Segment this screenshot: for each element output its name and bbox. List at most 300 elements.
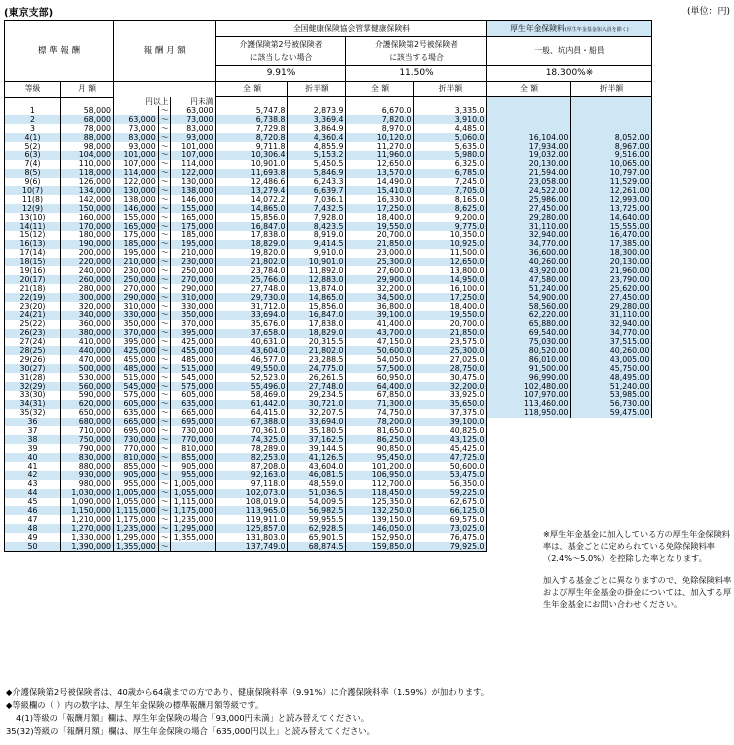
cell-miman: 1,235,000 [171, 515, 216, 524]
cell-toukyu: 44 [5, 489, 61, 498]
cell-ijou: 175,000 [114, 231, 159, 240]
cell-zengaku-kaigo: 50,600.0 [346, 346, 414, 355]
cell-zengaku-kaigo: 132,250.0 [346, 506, 414, 515]
cell-ijou: 155,000 [114, 213, 159, 222]
cell-seppan-kousei: 18,300.00 [571, 249, 652, 258]
cell-zengaku-kaigo: 32,200.0 [346, 284, 414, 293]
header-zengaku-2: 全 額 [346, 82, 414, 97]
cell-zengaku-not-kaigo: 102,073.0 [216, 489, 288, 498]
cell-miman: 1,295,000 [171, 524, 216, 533]
cell-miman: 605,000 [171, 391, 216, 400]
cell-seppan-kousei: 27,450.00 [571, 293, 652, 302]
cell-zengaku-kaigo: 67,850.0 [346, 391, 414, 400]
cell-tilde: ～ [158, 400, 171, 409]
cell-zengaku-kousei: 32,940.00 [487, 231, 571, 240]
cell-seppan-not-kaigo: 54,009.5 [288, 498, 346, 507]
cell-zengaku-kaigo: 41,400.0 [346, 320, 414, 329]
cell-tilde: ～ [158, 284, 171, 293]
cell-getsugaku: 98,000 [61, 142, 114, 151]
cell-seppan-kousei: 14,640.00 [571, 213, 652, 222]
cell-seppan-kaigo: 43,125.0 [414, 435, 487, 444]
cell-getsugaku: 750,000 [61, 435, 114, 444]
cell-seppan-not-kaigo: 41,126.5 [288, 453, 346, 462]
cell-zengaku-kousei: 113,460.00 [487, 400, 571, 409]
cell-ijou: 425,000 [114, 346, 159, 355]
cell-seppan-kaigo: 3,335.0 [414, 106, 487, 115]
cell-toukyu: 1 [5, 106, 61, 115]
cell-zengaku-kaigo: 71,300.0 [346, 400, 414, 409]
table-row [5, 311, 652, 320]
cell-seppan-not-kaigo: 5,450.5 [288, 160, 346, 169]
cell-zengaku-kousei: 107,970.00 [487, 391, 571, 400]
cell-seppan-not-kaigo: 33,694.0 [288, 418, 346, 427]
cell-zengaku-kousei: 75,030.00 [487, 338, 571, 347]
cell-seppan-not-kaigo: 8,423.5 [288, 222, 346, 231]
cell-zengaku-kaigo: 112,700.0 [346, 480, 414, 489]
cell-zengaku-kaigo: 17,250.0 [346, 204, 414, 213]
cell-miman: 395,000 [171, 329, 216, 338]
cell-seppan-kaigo: 76,475.0 [414, 533, 487, 542]
cell-getsugaku: 126,000 [61, 178, 114, 187]
table-row [5, 213, 652, 222]
cell-tilde: ～ [158, 106, 171, 115]
cell-ijou: 370,000 [114, 329, 159, 338]
cell-zengaku-not-kaigo: 82,253.0 [216, 453, 288, 462]
cell-tilde: ～ [158, 338, 171, 347]
cell-seppan-kaigo: 12,650.0 [414, 258, 487, 267]
table-row [5, 409, 652, 418]
cell-zengaku-not-kaigo: 70,361.0 [216, 426, 288, 435]
cell-seppan-kousei: 34,770.00 [571, 329, 652, 338]
cell-seppan-not-kaigo: 4,360.4 [288, 133, 346, 142]
cell-zengaku-not-kaigo: 27,748.0 [216, 284, 288, 293]
cell-toukyu: 45 [5, 498, 61, 507]
cell-miman: 101,000 [171, 142, 216, 151]
cell-zengaku-kaigo: 159,850.0 [346, 542, 414, 551]
cell-getsugaku: 500,000 [61, 364, 114, 373]
table-row [5, 293, 652, 302]
cell-tilde: ～ [158, 302, 171, 311]
cell-seppan-not-kaigo: 5,846.9 [288, 169, 346, 178]
cell-ijou: 210,000 [114, 258, 159, 267]
cell-ijou: 73,000 [114, 124, 159, 133]
cell-toukyu: 8(5) [5, 169, 61, 178]
cell-seppan-kaigo: 14,950.0 [414, 275, 487, 284]
cell-seppan-kaigo: 23,575.0 [414, 338, 487, 347]
cell-getsugaku: 790,000 [61, 444, 114, 453]
cell-tilde: ～ [158, 506, 171, 515]
cell-zengaku-not-kaigo: 46,577.0 [216, 355, 288, 364]
cell-miman: 905,000 [171, 462, 216, 471]
cell-ijou: 270,000 [114, 284, 159, 293]
cell-seppan-not-kaigo: 3,369.4 [288, 115, 346, 124]
cell-ijou: 195,000 [114, 249, 159, 258]
cell-seppan-kaigo: 39,100.0 [414, 418, 487, 427]
table-row [5, 266, 652, 275]
cell-seppan-kaigo: 66,125.0 [414, 506, 487, 515]
cell-zengaku-kaigo: 39,100.0 [346, 311, 414, 320]
cell-miman: 146,000 [171, 195, 216, 204]
cell-ijou: 1,115,000 [114, 506, 159, 515]
cell-toukyu: 5(2) [5, 142, 61, 151]
table-row [5, 160, 652, 169]
cell-seppan-kousei: 48,495.00 [571, 373, 652, 382]
cell-zengaku-kaigo: 11,960.0 [346, 151, 414, 160]
cell-zengaku-kousei: 23,058.00 [487, 178, 571, 187]
cell-ijou: 101,000 [114, 151, 159, 160]
cell-toukyu: 38 [5, 435, 61, 444]
cell-tilde: ～ [158, 204, 171, 213]
cell-zengaku-kaigo: 43,700.0 [346, 329, 414, 338]
cell-toukyu: 6(3) [5, 151, 61, 160]
cell-seppan-kousei: 31,110.00 [571, 311, 652, 320]
cell-tilde: ～ [158, 480, 171, 489]
header-kousei-small: (厚生年金基金加入員を除く) [564, 26, 629, 33]
cell-getsugaku: 530,000 [61, 373, 114, 382]
cell-miman: 290,000 [171, 284, 216, 293]
cell-zengaku-kousei: 27,450.00 [487, 204, 571, 213]
cell-zengaku-kousei: 86,010.00 [487, 355, 571, 364]
cell-seppan-kousei: 45,750.00 [571, 364, 652, 373]
cell-seppan-not-kaigo: 7,432.5 [288, 204, 346, 213]
cell-zengaku-kaigo: 16,330.0 [346, 195, 414, 204]
table-row [5, 302, 652, 311]
cell-seppan-kaigo: 18,400.0 [414, 302, 487, 311]
table-row [5, 222, 652, 231]
cell-seppan-kousei [571, 115, 652, 124]
cell-zengaku-kaigo: 57,500.0 [346, 364, 414, 373]
table-row [5, 249, 652, 258]
table-row [5, 320, 652, 329]
cell-zengaku-not-kaigo: 52,523.0 [216, 373, 288, 382]
cell-getsugaku: 320,000 [61, 302, 114, 311]
cell-zengaku-not-kaigo: 25,766.0 [216, 275, 288, 284]
cell-zengaku-not-kaigo: 29,730.0 [216, 293, 288, 302]
cell-zengaku-kousei: 69,540.00 [487, 329, 571, 338]
cell-tilde: ～ [158, 195, 171, 204]
cell-zengaku-kaigo: 14,490.0 [346, 178, 414, 187]
cell-zengaku-not-kaigo: 11,693.8 [216, 169, 288, 178]
cell-seppan-not-kaigo: 23,288.5 [288, 355, 346, 364]
cell-toukyu: 15(12) [5, 231, 61, 240]
cell-ijou: 330,000 [114, 311, 159, 320]
cell-seppan-kaigo: 5,060.0 [414, 133, 487, 142]
cell-zengaku-not-kaigo: 131,803.0 [216, 533, 288, 542]
cell-ijou: 1,055,000 [114, 498, 159, 507]
cell-seppan-kousei: 13,725.00 [571, 204, 652, 213]
cell-toukyu: 14(11) [5, 222, 61, 231]
cell-miman: 185,000 [171, 231, 216, 240]
cell-miman: 1,005,000 [171, 480, 216, 489]
cell-seppan-not-kaigo: 9,414.5 [288, 240, 346, 249]
cell-toukyu: 3 [5, 124, 61, 133]
cell-getsugaku: 830,000 [61, 453, 114, 462]
cell-ijou: 665,000 [114, 418, 159, 427]
cell-zengaku-kaigo: 18,400.0 [346, 213, 414, 222]
cell-ijou: 605,000 [114, 400, 159, 409]
cell-getsugaku: 930,000 [61, 471, 114, 480]
cell-ijou: 107,000 [114, 160, 159, 169]
cell-getsugaku: 560,000 [61, 382, 114, 391]
table-row [5, 418, 652, 427]
cell-zengaku-not-kaigo: 37,658.0 [216, 329, 288, 338]
cell-zengaku-kousei: 62,220.00 [487, 311, 571, 320]
header-zengaku-3: 全 額 [487, 82, 571, 97]
cell-toukyu: 7(4) [5, 160, 61, 169]
cell-tilde: ～ [158, 462, 171, 471]
cell-tilde: ～ [158, 266, 171, 275]
cell-zengaku-kaigo: 8,970.0 [346, 124, 414, 133]
cell-miman: 195,000 [171, 240, 216, 249]
cell-miman: 155,000 [171, 204, 216, 213]
cell-getsugaku: 240,000 [61, 266, 114, 275]
table-row [5, 240, 652, 249]
cell-zengaku-kousei: 36,600.00 [487, 249, 571, 258]
cell-tilde: ～ [158, 249, 171, 258]
cell-seppan-kaigo: 7,705.0 [414, 186, 487, 195]
cell-getsugaku: 410,000 [61, 338, 114, 347]
table-row [5, 231, 652, 240]
table-row [5, 195, 652, 204]
header-houshu: 報 酬 月 額 [114, 21, 216, 82]
cell-seppan-kaigo: 47,725.0 [414, 453, 487, 462]
cell-miman: 330,000 [171, 302, 216, 311]
cell-seppan-not-kaigo: 37,162.5 [288, 435, 346, 444]
cell-getsugaku: 620,000 [61, 400, 114, 409]
cell-tilde: ～ [158, 169, 171, 178]
header-not-kaigo: 介護保険第2号被保険者 に該当しない場合 [216, 37, 346, 66]
cell-getsugaku: 58,000 [61, 106, 114, 115]
cell-zengaku-kaigo: 74,750.0 [346, 409, 414, 418]
cell-ijou: 515,000 [114, 373, 159, 382]
cell-miman: 230,000 [171, 258, 216, 267]
cell-zengaku-kousei: 47,580.00 [487, 275, 571, 284]
table-row [5, 400, 652, 409]
table-row [5, 275, 652, 284]
subheader-blank-2 [61, 97, 114, 106]
cell-getsugaku: 180,000 [61, 231, 114, 240]
cell-getsugaku: 280,000 [61, 284, 114, 293]
cell-zengaku-kousei: 58,560.00 [487, 302, 571, 311]
table-body [5, 106, 652, 551]
cell-toukyu: 16(13) [5, 240, 61, 249]
cell-zengaku-kousei: 65,880.00 [487, 320, 571, 329]
cell-zengaku-kousei: 31,110.00 [487, 222, 571, 231]
cell-zengaku-kaigo: 23,000.0 [346, 249, 414, 258]
subheader-e2 [288, 97, 346, 106]
header-getsugaku: 月 額 [61, 82, 114, 98]
cell-toukyu: 42 [5, 471, 61, 480]
cell-getsugaku: 300,000 [61, 293, 114, 302]
cell-zengaku-not-kaigo: 55,496.0 [216, 382, 288, 391]
cell-getsugaku: 1,150,000 [61, 506, 114, 515]
table-row [5, 346, 652, 355]
cell-seppan-kousei: 10,065.00 [571, 160, 652, 169]
cell-zengaku-kaigo: 125,350.0 [346, 498, 414, 507]
cell-seppan-kaigo: 7,245.0 [414, 178, 487, 187]
footer-line-1: ◆介護保険第2号被保険者は、40歳から64歳までの方であり、健康保険料率（9.91%）に介護保険料率（1.59%）が加わります。 [6, 687, 490, 697]
cell-zengaku-kousei: 51,240.00 [487, 284, 571, 293]
cell-toukyu: 50 [5, 542, 61, 551]
table-row [5, 186, 652, 195]
cell-tilde: ～ [158, 311, 171, 320]
cell-seppan-kaigo: 21,850.0 [414, 329, 487, 338]
cell-zengaku-kousei: 54,900.00 [487, 293, 571, 302]
cell-miman: 165,000 [171, 213, 216, 222]
cell-zengaku-not-kaigo: 67,388.0 [216, 418, 288, 427]
cell-seppan-kousei: 8,967.00 [571, 142, 652, 151]
cell-zengaku-kaigo: 34,500.0 [346, 293, 414, 302]
cell-toukyu: 13(10) [5, 213, 61, 222]
cell-seppan-kaigo: 20,700.0 [414, 320, 487, 329]
cell-ijou: 63,000 [114, 115, 159, 124]
header-kousei-label: 厚生年金保険料 [510, 23, 565, 33]
cell-ijou: 122,000 [114, 178, 159, 187]
cell-seppan-kaigo: 30,475.0 [414, 373, 487, 382]
cell-zengaku-kaigo: 10,120.0 [346, 133, 414, 142]
cell-tilde: ～ [158, 213, 171, 222]
cell-zengaku-kaigo: 27,600.0 [346, 266, 414, 275]
cell-seppan-kaigo: 33,925.0 [414, 391, 487, 400]
table-row [5, 258, 652, 267]
cell-seppan-not-kaigo: 65,901.5 [288, 533, 346, 542]
cell-getsugaku: 88,000 [61, 133, 114, 142]
cell-toukyu: 43 [5, 480, 61, 489]
cell-zengaku-not-kaigo: 31,712.0 [216, 302, 288, 311]
cell-zengaku-not-kaigo: 108,019.0 [216, 498, 288, 507]
cell-seppan-not-kaigo: 68,874.5 [288, 542, 346, 551]
cell-seppan-kaigo: 5,980.0 [414, 151, 487, 160]
cell-toukyu: 36 [5, 418, 61, 427]
cell-zengaku-not-kaigo: 10,901.0 [216, 160, 288, 169]
cell-ijou: 575,000 [114, 391, 159, 400]
cell-miman: 93,000 [171, 133, 216, 142]
cell-zengaku-not-kaigo: 14,072.2 [216, 195, 288, 204]
cell-toukyu: 23(20) [5, 302, 61, 311]
cell-ijou: 185,000 [114, 240, 159, 249]
cell-getsugaku: 440,000 [61, 346, 114, 355]
cell-zengaku-not-kaigo: 21,802.0 [216, 258, 288, 267]
cell-zengaku-not-kaigo: 6,738.8 [216, 115, 288, 124]
footer-line-4: 35(32)等級の「報酬月額」欄は、厚生年金保険の場合「635,000円以上」と読み替えてください。 [6, 726, 375, 736]
cell-zengaku-kaigo: 146,050.0 [346, 524, 414, 533]
cell-ijou: 350,000 [114, 320, 159, 329]
cell-seppan-kaigo: 25,300.0 [414, 346, 487, 355]
cell-zengaku-kaigo: 139,150.0 [346, 515, 414, 524]
cell-tilde: ～ [158, 435, 171, 444]
cell-zengaku-not-kaigo: 17,838.0 [216, 231, 288, 240]
cell-miman: 1,115,000 [171, 498, 216, 507]
cell-toukyu: 46 [5, 506, 61, 515]
header-toukyu: 等級 [5, 82, 61, 98]
cell-zengaku-kaigo: 20,700.0 [346, 231, 414, 240]
table-row [5, 391, 652, 400]
cell-tilde: ～ [158, 373, 171, 382]
cell-toukyu: 2 [5, 115, 61, 124]
cell-zengaku-kaigo: 60,950.0 [346, 373, 414, 382]
cell-seppan-kaigo: 8,625.0 [414, 204, 487, 213]
cell-seppan-kaigo: 9,775.0 [414, 222, 487, 231]
cell-seppan-kaigo: 10,350.0 [414, 231, 487, 240]
cell-zengaku-not-kaigo: 9,711.8 [216, 142, 288, 151]
cell-seppan-kaigo: 73,025.0 [414, 524, 487, 533]
cell-tilde: ～ [158, 444, 171, 453]
cell-tilde: ～ [158, 133, 171, 142]
cell-zengaku-kaigo: 86,250.0 [346, 435, 414, 444]
cell-ijou: 1,175,000 [114, 515, 159, 524]
note-paragraph-2: 加入する基金ごとに異なりますので、免除保険料率および厚生年金基金の掛金については、加入する厚生年金基金にお問い合わせください。 [543, 575, 732, 609]
cell-zengaku-not-kaigo: 74,325.0 [216, 435, 288, 444]
cell-seppan-not-kaigo: 21,802.0 [288, 346, 346, 355]
cell-seppan-kousei: 16,470.00 [571, 231, 652, 240]
header-seppan-3: 折半額 [571, 82, 652, 97]
cell-ijou: 83,000 [114, 133, 159, 142]
cell-zengaku-kaigo: 81,650.0 [346, 426, 414, 435]
cell-zengaku-kaigo: 90,850.0 [346, 444, 414, 453]
cell-zengaku-kousei: 17,934.00 [487, 142, 571, 151]
cell-tilde: ～ [158, 231, 171, 240]
cell-getsugaku: 680,000 [61, 418, 114, 427]
unit-label: (単位：円) [686, 7, 730, 17]
cell-seppan-kousei: 12,261.00 [571, 186, 652, 195]
cell-ijou: 1,235,000 [114, 524, 159, 533]
cell-tilde: ～ [158, 382, 171, 391]
premium-table [4, 20, 652, 552]
cell-zengaku-kaigo: 54,050.0 [346, 355, 414, 364]
cell-zengaku-kousei: 96,990.00 [487, 373, 571, 382]
cell-miman: 1,055,000 [171, 489, 216, 498]
cell-zengaku-kousei: 24,522.00 [487, 186, 571, 195]
cell-zengaku-kousei: 16,104.00 [487, 133, 571, 142]
note-gap [543, 564, 733, 574]
cell-getsugaku: 380,000 [61, 329, 114, 338]
cell-zengaku-kaigo: 13,570.0 [346, 169, 414, 178]
cell-getsugaku: 590,000 [61, 391, 114, 400]
cell-miman [171, 542, 216, 551]
cell-seppan-kousei: 23,790.00 [571, 275, 652, 284]
cell-seppan-not-kaigo: 7,036.1 [288, 195, 346, 204]
cell-ijou: 545,000 [114, 382, 159, 391]
branch-label: (東京支部) [4, 8, 54, 19]
cell-ijou: 1,355,000 [114, 542, 159, 551]
cell-zengaku-kousei [487, 115, 571, 124]
cell-miman: 63,000 [171, 106, 216, 115]
cell-miman: 310,000 [171, 293, 216, 302]
cell-zengaku-kaigo: 101,200.0 [346, 462, 414, 471]
cell-seppan-kaigo: 79,925.0 [414, 542, 487, 551]
cell-getsugaku: 200,000 [61, 249, 114, 258]
cell-seppan-not-kaigo: 2,873.9 [288, 106, 346, 115]
cell-zengaku-kaigo: 7,820.0 [346, 115, 414, 124]
cell-tilde: ～ [158, 275, 171, 284]
cell-seppan-kaigo: 32,200.0 [414, 382, 487, 391]
cell-seppan-not-kaigo: 43,604.0 [288, 462, 346, 471]
cell-tilde: ～ [158, 355, 171, 364]
cell-tilde: ～ [158, 542, 171, 551]
cell-zengaku-kaigo: 118,450.0 [346, 489, 414, 498]
cell-toukyu: 17(14) [5, 249, 61, 258]
cell-seppan-kaigo: 5,635.0 [414, 142, 487, 151]
cell-zengaku-kaigo: 6,670.0 [346, 106, 414, 115]
cell-seppan-kousei: 8,052.00 [571, 133, 652, 142]
cell-zengaku-not-kaigo: 97,118.0 [216, 480, 288, 489]
cell-tilde: ～ [158, 240, 171, 249]
cell-seppan-kousei: 56,730.00 [571, 400, 652, 409]
cell-ijou: 138,000 [114, 195, 159, 204]
cell-toukyu: 41 [5, 462, 61, 471]
cell-tilde: ～ [158, 258, 171, 267]
cell-ijou: 905,000 [114, 471, 159, 480]
